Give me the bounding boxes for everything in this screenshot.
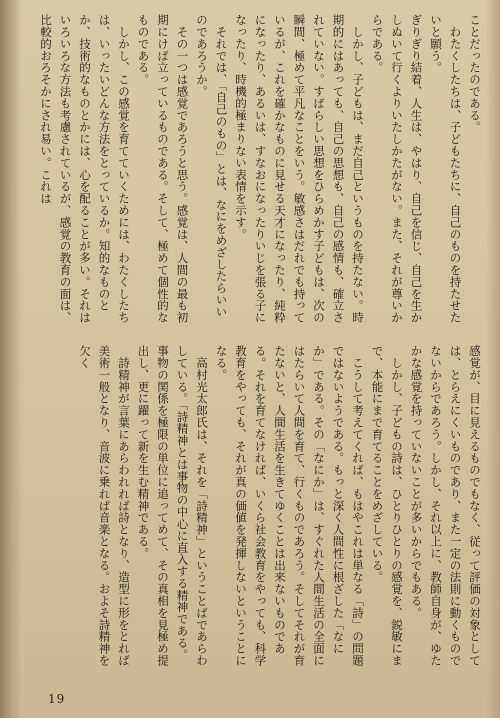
upper-text-block: [16, 14, 484, 326]
paragraph: 高村光太郎氏は、それを「詩精神」ということばであらわしている。「詩精神とは事物の中心に直入する精神である。事物の関係を極限の単位に追ってめて、その真相を見極め提出し、更に躍って新を生む精神である。: [136, 345, 209, 667]
paragraph: しかし、この感覚を育てていくためには、わたくしたちは、いったいどんな方法をとっているか。知的なものとか、技術的なものとかには、心を配ることが多い。それはいろいろな方法も考慮されているが、感覚の教育の面は、比較的おろそかにされ易い。これは: [39, 14, 131, 324]
paragraph: ぎりぎり結着、人生は、やはり、自己を信じ、自己を生かしぬいて行くよりいたしかたがない。また、それが尊いからである。: [370, 14, 424, 324]
paragraph: こうして考えてくれば、もはやこれは単なる「詩」の問題ではないようである。もっと深く人間性に根ざした「なにか」である。その「なにか」は、すぐれた人間生活の全面にはたらいて人間を育て、行くものであろう。そしてそれが育たないと、人間生活を生きてゆくことは出来ないものである。それを育てなければ、いくら社会教育をやっても、科学教育をやっても、それが真の価値を発揮しないということになる。: [214, 345, 365, 667]
paragraph: わたくしたちは、子どもたちに、自己のものを持たせたいと願う。: [429, 14, 463, 324]
page-number: 19: [48, 692, 66, 706]
paragraph: その一つは感覚であろうと思う。感覚は、人間の最も初期にけば立っているものである。そして、極めて個性的なものである。: [136, 14, 190, 324]
paragraph: それでは、「自己のもの」とは、なにをめざしたらいいのであろうか。: [195, 14, 229, 318]
paragraph: しかし、子どもの詩は、ひとりひとりの感覚を、鋭敏にまで、本能にまで育てることをめざしている。: [370, 345, 404, 667]
lower-text-block: [16, 345, 484, 667]
paragraph: 詩精神が言葉にあらわれれば詩となり、造型に形をとれば美術一般となり、音波に乗れば音楽となる。およそ詩精神を欠く: [78, 345, 131, 667]
paragraph: ことだったのである。: [468, 14, 482, 133]
paragraph: 感覚が、目に見えるものでもなく、従って評価の対象としては、とらえにくいものであり、また一定の法則に動くものでないからであろう。しかし、それ以上に、教師自身が、ゆたかな感覚を持っていないことが多いからでもある。: [409, 345, 482, 667]
paragraph: しかし、子どもは、まだ自己というものを持たない。時期的にはあっても、自己の思想も、自己の感情も、確立されていない。すばらしい思想をひらめかす子どもは、次の瞬間、極めて平凡なことをいう。敏感さはだれでも持っているが、これを確かなものに見せる天才になったり、純粋になったり、あるいは、すなおになったりいじを張る子になったり、時機的極まりない表情を示す。: [234, 14, 365, 324]
